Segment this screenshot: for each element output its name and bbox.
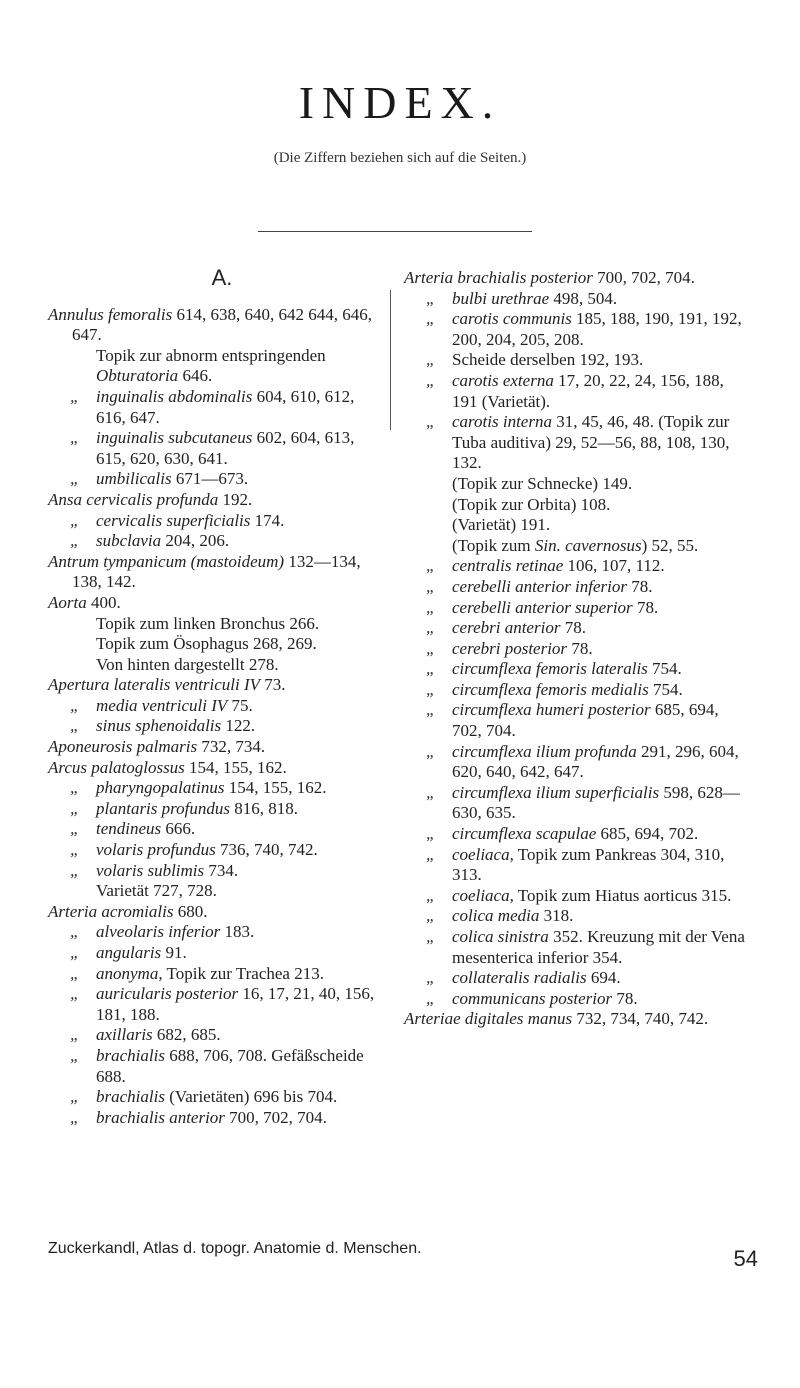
title-rule <box>258 231 532 232</box>
entry-pages: 192. <box>218 489 253 509</box>
index-entry <box>48 964 378 985</box>
entry-pages: Topik zum Pankreas 304, 310, 313. <box>452 844 725 885</box>
index-entry <box>48 675 378 696</box>
entry-pages: Topik zum Hiatus aorticus 315. <box>513 885 732 905</box>
entry-term: subclavia <box>96 531 162 551</box>
ditto-mark: „ <box>426 906 436 926</box>
ditto-mark: „ <box>70 531 80 551</box>
index-entry <box>48 1025 378 1046</box>
ditto-mark: „ <box>426 350 436 370</box>
index-entry <box>404 309 748 350</box>
right-entry-list <box>404 268 748 1030</box>
index-entry <box>404 824 748 845</box>
entry-pages: (Topik zur Schnecke) 149. <box>452 473 633 493</box>
index-entry <box>48 758 378 779</box>
index-entry <box>404 742 748 783</box>
entry-term: brachialis <box>96 1087 165 1107</box>
ditto-mark: „ <box>426 618 436 638</box>
entry-pages: 598, 628—630, 635. <box>452 782 740 823</box>
index-entry <box>404 371 748 412</box>
entry-pages: Topik zur abnorm entspringenden <box>96 345 326 365</box>
entry-pages: 736, 740, 742. <box>215 840 318 860</box>
index-entry <box>48 984 378 1025</box>
entry-pages: 122. <box>221 716 256 736</box>
index-entry <box>48 840 378 861</box>
ditto-mark: „ <box>426 556 436 576</box>
entry-pages: 700, 702, 704. <box>224 1107 327 1127</box>
ditto-mark: „ <box>70 943 80 962</box>
entry-pages: 694. <box>586 968 621 988</box>
entry-pages: 78. <box>612 988 638 1008</box>
entry-term: volaris sublimis <box>96 860 205 880</box>
entry-pages: 17, 20, 22, 24, 156, 188, 191 (Varietät). <box>452 370 724 411</box>
index-entry <box>48 716 378 737</box>
entry-term: collateralis radialis <box>452 968 587 988</box>
ditto-mark: „ <box>70 778 80 798</box>
index-entry <box>404 783 748 824</box>
entry-pages: 604, 610, 612, 616, 647. <box>96 386 355 427</box>
index-entry <box>48 861 378 882</box>
entry-pages: 400. <box>86 592 121 612</box>
entry-pages: 16, 17, 21, 40, 156, 181, 188. <box>96 984 375 1024</box>
entry-term: Aponeurosis palmaris <box>48 737 198 757</box>
ditto-mark: „ <box>426 741 436 761</box>
entry-term: axillaris <box>96 1025 153 1045</box>
ditto-mark: „ <box>70 922 80 942</box>
entry-pages: 734. <box>204 860 239 880</box>
entry-term: cerebelli anterior superior <box>452 597 633 617</box>
entry-pages: Topik zur Trachea 213. <box>162 963 324 983</box>
entry-term: plantaris profundus <box>96 798 230 818</box>
entry-term: cerebri posterior <box>452 638 568 658</box>
entry-term: circumflexa femoris lateralis <box>452 659 648 679</box>
index-entry <box>404 989 748 1010</box>
page-subtitle: (Die Ziffern beziehen sich auf die Seiten.) <box>273 150 527 166</box>
entry-pages: 671—673. <box>171 469 249 489</box>
page-footer <box>48 1240 758 1271</box>
entry-term: Arteria brachialis posterior <box>404 268 593 287</box>
index-entry <box>48 922 378 943</box>
entry-term: inguinalis subcutaneus <box>96 428 253 448</box>
entry-term: circumflexa ilium superficialis <box>452 782 660 802</box>
ditto-mark: „ <box>426 782 436 802</box>
entry-pages: 685, 694, 702, 704. <box>452 700 719 741</box>
index-entry <box>48 469 378 490</box>
index-entry <box>404 577 748 598</box>
ditto-mark: „ <box>70 819 80 839</box>
left-column <box>48 265 378 1128</box>
entry-term: angularis <box>96 943 162 962</box>
index-entry <box>404 495 748 516</box>
ditto-mark: „ <box>70 1025 80 1045</box>
entry-pages: Topik zum Ösophagus 268, 269. <box>96 634 317 654</box>
entry-term: brachialis <box>96 1045 165 1065</box>
entry-term: cerebri anterior <box>452 618 561 638</box>
ditto-mark: „ <box>426 885 436 905</box>
entry-term: colica media <box>452 906 540 926</box>
index-entry <box>48 593 378 614</box>
entry-pages: (Topik zur Orbita) 108. <box>452 494 611 514</box>
entry-pages: 174. <box>250 510 285 530</box>
index-entry <box>48 387 378 428</box>
entry-pages: 132—134, 138, 142. <box>72 551 361 592</box>
index-entry <box>404 515 748 536</box>
entry-pages: (Varietäten) 696 bis 704. <box>164 1087 338 1107</box>
entry-pages: 688, 706, 708. Gefäßscheide 688. <box>96 1045 364 1086</box>
entry-term: Aorta <box>48 592 87 612</box>
ditto-mark: „ <box>70 1045 80 1065</box>
index-entry <box>48 1046 378 1087</box>
ditto-mark: „ <box>70 963 80 983</box>
section-letter: A. <box>211 265 233 290</box>
entry-pages: 75. <box>227 695 253 715</box>
entry-term: circumflexa humeri posterior <box>452 700 651 720</box>
entry-pages: 685, 694, 702. <box>596 824 699 844</box>
entry-term: Annulus femoralis <box>48 304 173 324</box>
ditto-mark: „ <box>70 386 80 406</box>
entry-term: Obturatoria <box>96 366 179 386</box>
entry-pages: 732, 734. <box>197 737 266 757</box>
column-divider <box>390 290 391 430</box>
index-entry <box>48 531 378 552</box>
ditto-mark: „ <box>426 700 436 720</box>
ditto-mark: „ <box>426 288 436 308</box>
index-entry <box>404 618 748 639</box>
index-entry <box>48 655 378 676</box>
entry-pages: 666. <box>161 819 196 839</box>
ditto-mark: „ <box>70 840 80 860</box>
index-entry <box>48 799 378 820</box>
entry-pages: 73. <box>260 675 286 695</box>
entry-term: brachialis anterior <box>96 1107 225 1127</box>
entry-pages: 682, 685. <box>152 1025 221 1045</box>
entry-term: tendineus <box>96 819 162 839</box>
index-entry <box>404 700 748 741</box>
ditto-mark: „ <box>426 638 436 658</box>
entry-pages: 31, 45, 46, 48. (Topik zur Tuba auditiva) 29, 52—56, 88, 108, 130, 132. <box>452 412 730 473</box>
entry-term: Sin. cavernosus <box>534 535 642 555</box>
ditto-mark: „ <box>426 824 436 844</box>
entry-term: umbilicalis <box>96 469 172 489</box>
index-entry <box>48 511 378 532</box>
ditto-mark: „ <box>426 844 436 864</box>
index-entry <box>48 614 378 635</box>
entry-term: communicans posterior <box>452 988 613 1008</box>
ditto-mark: „ <box>70 510 80 530</box>
index-entry <box>404 906 748 927</box>
entry-pages: 154, 155, 162. <box>184 757 287 777</box>
entry-pages: (Topik zum <box>452 535 535 555</box>
entry-pages: 646. <box>178 366 213 386</box>
entry-term: media ventriculi IV <box>96 695 228 715</box>
entry-pages: 291, 296, 604, 620, 640, 642, 647. <box>452 741 739 782</box>
entry-pages: 91. <box>161 943 187 962</box>
index-entry <box>48 1108 378 1129</box>
index-entry <box>48 902 378 923</box>
index-entry <box>48 552 378 593</box>
entry-pages: 614, 638, 640, 642 644, 646, 647. <box>72 304 372 345</box>
index-entry <box>404 350 748 371</box>
entry-pages: 816, 818. <box>229 798 298 818</box>
ditto-mark: „ <box>70 1087 80 1107</box>
entry-pages: 318. <box>539 906 574 926</box>
entry-term: inguinalis abdominalis <box>96 386 253 406</box>
page-title: INDEX. <box>298 77 502 128</box>
ditto-mark: „ <box>426 988 436 1008</box>
entry-pages: 78. <box>560 618 586 638</box>
footer-citation: Zuckerkandl, Atlas d. topogr. Anatomie d. Menschen. <box>48 1240 422 1257</box>
entry-term: circumflexa ilium profunda <box>452 741 637 761</box>
index-entry <box>404 536 748 557</box>
entry-term: circumflexa femoris medialis <box>452 679 649 699</box>
index-entry <box>404 474 748 495</box>
right-column <box>404 268 748 1030</box>
index-entry <box>404 845 748 886</box>
ditto-mark: „ <box>70 798 80 818</box>
ditto-mark: „ <box>426 597 436 617</box>
ditto-mark: „ <box>70 984 80 1004</box>
entry-term: pharyngopalatinus <box>96 778 225 798</box>
entry-pages: 602, 604, 613, 615, 620, 630, 641. <box>96 428 355 468</box>
ditto-mark: „ <box>426 576 436 596</box>
index-entry <box>404 556 748 577</box>
left-entry-list <box>48 305 378 1129</box>
entry-pages: 204, 206. <box>161 531 230 551</box>
entry-term: bulbi urethrae <box>452 288 550 308</box>
index-entry <box>48 943 378 964</box>
index-entry <box>48 881 378 902</box>
entry-pages: 700, 702, 704. <box>592 268 695 287</box>
entry-term: coeliaca, <box>452 885 514 905</box>
index-entry <box>48 634 378 655</box>
index-entry <box>404 289 748 310</box>
entry-pages: 106, 107, 112. <box>563 556 665 576</box>
index-entry <box>48 737 378 758</box>
entry-term: volaris profundus <box>96 840 216 860</box>
index-entry <box>48 490 378 511</box>
index-entry <box>404 268 748 289</box>
index-entry <box>404 968 748 989</box>
entry-pages: 78. <box>632 597 659 617</box>
entry-pages: Scheide derselben 192, 193. <box>452 350 644 370</box>
entry-term: auricularis posterior <box>96 984 239 1004</box>
entry-term: Arteriae digitales manus <box>404 1009 573 1029</box>
entry-term: carotis communis <box>452 309 572 329</box>
entry-term: Ansa cervicalis profunda <box>48 489 219 509</box>
entry-pages: Topik zum linken Bronchus 266. <box>96 613 320 633</box>
index-entry <box>48 305 378 346</box>
index-entry <box>404 412 748 474</box>
entry-term: sinus sphenoidalis <box>96 716 222 736</box>
entry-term: cervicalis superficialis <box>96 510 251 530</box>
entry-pages: 154, 155, 162. <box>224 778 327 798</box>
entry-term: coeliaca, <box>452 844 514 864</box>
ditto-mark: „ <box>70 1107 80 1127</box>
entry-term: Arcus palatoglossus <box>48 757 185 777</box>
entry-term: alveolaris inferior <box>96 922 221 942</box>
entry-term: cerebelli anterior inferior <box>452 576 628 596</box>
entry-pages: 754. <box>648 679 683 699</box>
index-entry <box>404 927 748 968</box>
index-entry <box>404 680 748 701</box>
page-number: 54 <box>733 1246 758 1271</box>
index-entry <box>48 778 378 799</box>
index-entry <box>48 346 378 387</box>
entry-pages: 78. <box>627 576 653 596</box>
ditto-mark: „ <box>70 860 80 880</box>
entry-term: Arteria acromialis <box>48 901 174 921</box>
entry-pages: 732, 734, 740, 742. <box>572 1009 709 1029</box>
entry-pages: 680. <box>173 901 208 921</box>
entry-pages: 185, 188, 190, 191, 192, 200, 204, 205, 208. <box>452 309 742 349</box>
index-entry <box>404 886 748 907</box>
ditto-mark: „ <box>426 309 436 329</box>
entry-pages: 352. Kreuzung mit der Vena mesenterica inferior 354. <box>452 927 745 967</box>
entry-pages: ) 52, 55. <box>641 535 699 555</box>
index-entry <box>48 1087 378 1108</box>
index-entry <box>404 659 748 680</box>
entry-pages: 78. <box>567 638 593 658</box>
entry-pages: (Varietät) 191. <box>452 515 551 535</box>
ditto-mark: „ <box>426 927 436 946</box>
entry-term: carotis externa <box>452 370 554 390</box>
entry-term: Antrum tympanicum (mastoideum) <box>48 551 285 571</box>
entry-term: centralis retinae <box>452 556 564 576</box>
index-entry <box>48 819 378 840</box>
entry-pages: 498, 504. <box>549 288 618 308</box>
ditto-mark: „ <box>70 716 80 736</box>
ditto-mark: „ <box>70 428 80 448</box>
ditto-mark: „ <box>70 695 80 715</box>
index-entry <box>404 1009 748 1030</box>
index-entry <box>48 696 378 717</box>
ditto-mark: „ <box>426 659 436 679</box>
ditto-mark: „ <box>426 968 436 988</box>
ditto-mark: „ <box>426 679 436 699</box>
entry-term: Apertura lateralis ventriculi IV <box>48 675 260 695</box>
index-entry <box>48 428 378 469</box>
ditto-mark: „ <box>426 412 436 432</box>
entry-pages: Von hinten dargestellt 278. <box>96 654 279 674</box>
entry-term: anonyma, <box>96 963 163 983</box>
ditto-mark: „ <box>426 370 436 390</box>
entry-term: colica sinistra <box>452 927 549 946</box>
index-entry <box>404 639 748 660</box>
entry-pages: 183. <box>220 922 255 942</box>
entry-pages: Varietät 727, 728. <box>96 881 217 901</box>
index-entry <box>404 598 748 619</box>
entry-term: carotis interna <box>452 412 552 432</box>
ditto-mark: „ <box>70 469 80 489</box>
entry-term: circumflexa scapulae <box>452 824 597 844</box>
entry-pages: 754. <box>647 659 682 679</box>
